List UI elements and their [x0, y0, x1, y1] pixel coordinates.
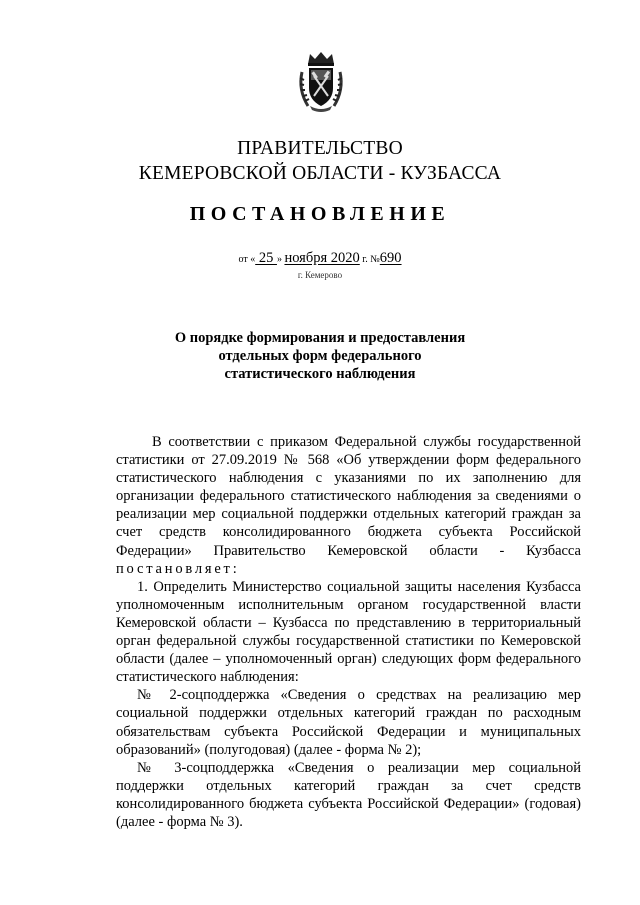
- date-prefix: от «: [238, 254, 256, 265]
- date-day: 25: [255, 250, 277, 266]
- government-name-line2: КЕМЕРОВСКОЙ ОБЛАСТИ - КУЗБАССА: [138, 163, 502, 184]
- paragraph-form-2: № 2-соцподдержка «Сведения о средствах на реализацию мер социальной поддержки отдельных категорий граждан по расходным обязательствам субъекта Российской Федерации и муниципальных образований» (полугодовая) (далее - форма № 2);: [116, 687, 581, 758]
- date-mid: »: [276, 254, 285, 265]
- preamble-text: В соответствии с приказом Федеральной службы государственной статистики от 27.09.2019 № 568 «Об утверждении форм федерального статистического наблюдения с указаниями по их заполнению для организации федерального статистического наблюдения за сведениями о реализации мер социальной поддержки отдельных категорий граждан за счет средств консолидированного бюджета субъекта Российской Федерации» Правительство Кемеровской области - Кузбасса: [116, 434, 581, 559]
- title-line3: статистического наблюдения: [224, 366, 416, 382]
- paragraph-preamble: [116, 433, 581, 578]
- paragraph-form-3: № 3-соцподдержка «Сведения о реализации мер социальной поддержки отдельных категорий граждан за счет средств консолидированного бюджета субъекта Российской Федерации» (годовая) (далее - форма № 3).: [116, 759, 581, 830]
- paragraph-item-1: 1. Определить Министерство социальной защиты населения Кузбасса уполномоченным исполнительным органом государственной власти Кемеровской области – Кузбасса по представлению в территориальный орган федеральной службы государственной статистики по Кемеровской области (далее – уполномоченный орган) следующих форм федерального статистического наблюдения:: [116, 578, 581, 686]
- date-year-suffix: г. №: [359, 254, 380, 265]
- government-name-line1: ПРАВИТЕЛЬСТВО: [237, 138, 403, 159]
- title-line2: отдельных форм федерального: [218, 348, 422, 364]
- title-line1: О порядке формирования и предоставления: [174, 330, 466, 346]
- decree-word: постановляет:: [116, 560, 240, 577]
- city-label: г. Кемерово: [297, 270, 343, 280]
- document-title: [0, 329, 640, 383]
- coat-of-arms-emblem-icon: [296, 50, 346, 114]
- document-type-heading: ПОСТАНОВЛЕНИЕ: [189, 203, 451, 225]
- date-month-year: ноября 2020: [284, 250, 360, 266]
- document-number: 690: [379, 250, 402, 266]
- document-body: [116, 433, 581, 831]
- date-number-line: [0, 250, 640, 267]
